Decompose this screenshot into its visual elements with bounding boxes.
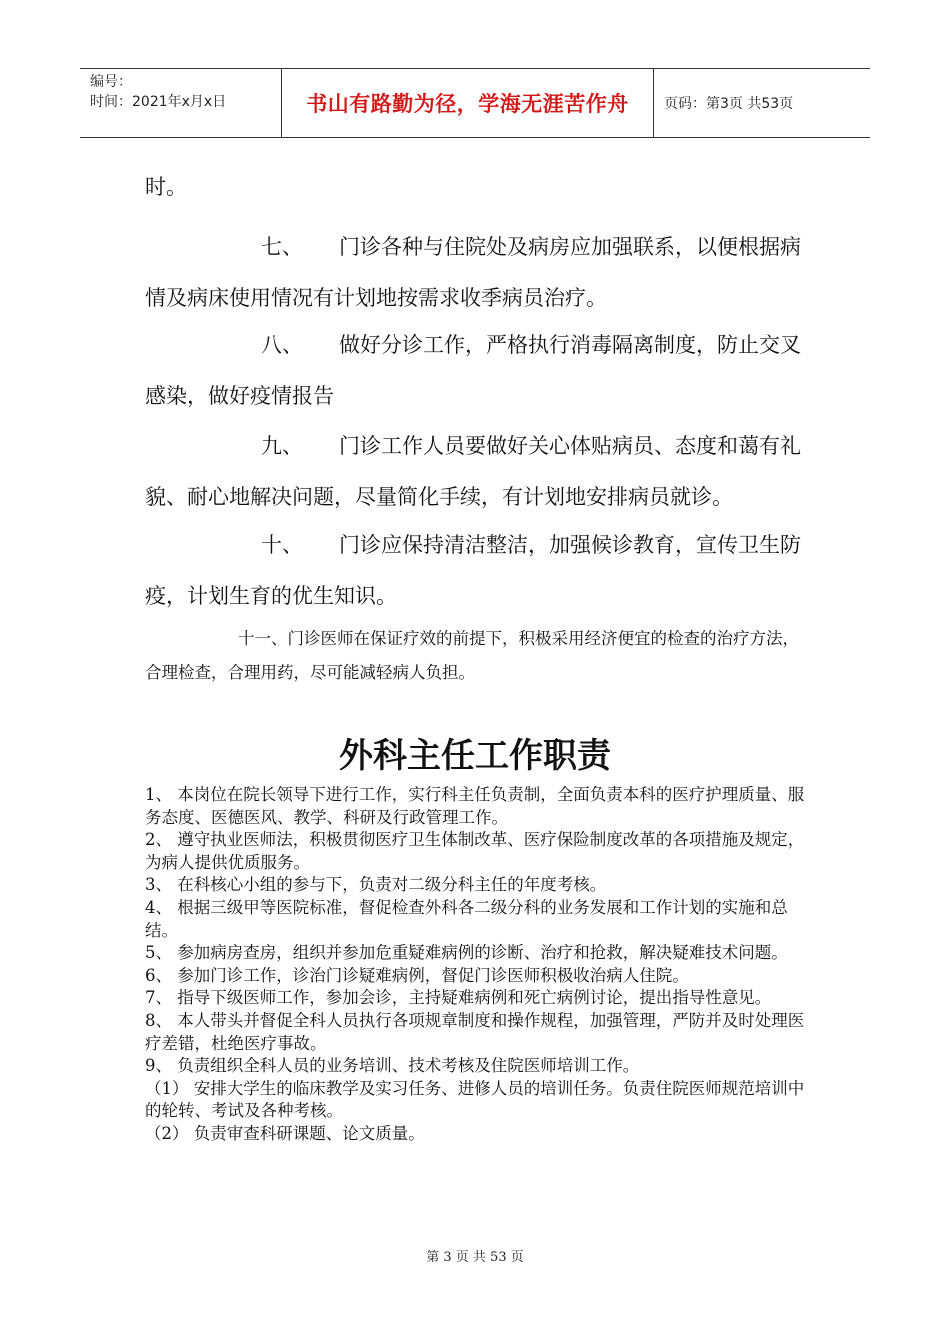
- page-footer: 第 3 页 共 53 页: [426, 1250, 524, 1265]
- duty-list: [145, 784, 809, 1146]
- item-10: [145, 520, 805, 622]
- header-meta: [80, 69, 282, 137]
- number-label: 编号：: [90, 74, 132, 90]
- item-8-number: 八、: [261, 333, 303, 357]
- item-7-number: 七、: [261, 235, 303, 259]
- duty-item-3: 3、 在科核心小组的参与下，负责对二级分科主任的年度考核。: [145, 875, 607, 895]
- duty-subitem-1: （1） 安排大学生的临床教学及实习任务、进修人员的培训任务。负责住院医师规范培训中的轮转、考试及各种考核。: [145, 1078, 805, 1121]
- duty-item-1: 1、 本岗位在院长领导下进行工作，实行科主任负责制，全面负责本科的医疗护理质量、服务态度、医德医风、教学、科研及行政管理工作。: [145, 785, 805, 827]
- date-label: 时间：2021年x月x日: [90, 94, 227, 110]
- duty-item-2: 2、 遵守执业医师法，积极贯彻医疗卫生体制改革、医疗保险制度改革的各项措施及规定，为病人提供优质服务。: [145, 830, 805, 872]
- page-header: [80, 68, 870, 138]
- duty-item-4: 4、 根据三级甲等医院标准，督促检查外科各二级分科的业务发展和工作计划的实施和总结。: [145, 897, 788, 940]
- item-10-number: 十、: [261, 533, 303, 557]
- item-9-number: 九、: [261, 434, 303, 458]
- item-7: [145, 222, 805, 324]
- header-motto: 书山有路勤为径，学海无涯苦作舟: [282, 69, 654, 137]
- item-7-text: 门诊各种与住院处及病房应加强联系，以便根据病情及病床使用情况有计划地按需求收季病员治疗。: [145, 235, 801, 310]
- duty-item-8: 8、 本人带头并督促全科人员执行各项规章制度和操作规程，加强管理，严防并及时处理医疗差错，杜绝医疗事故。: [145, 1010, 805, 1053]
- item-10-text: 门诊应保持清洁整洁，加强候诊教育，宣传卫生防疫，计划生育的优生知识。: [145, 533, 801, 608]
- item-9: [145, 421, 805, 523]
- duty-item-7: 7、 指导下级医师工作，参加会诊，主持疑难病例和死亡病例讨论，提出指导性意见。: [145, 988, 772, 1008]
- duty-subitem-2: （2） 负责审查科研课题、论文质量。: [145, 1123, 425, 1143]
- item-8: [145, 320, 805, 422]
- continuation-text: 时。: [145, 175, 187, 199]
- item-8-text: 做好分诊工作，严格执行消毒隔离制度，防止交叉感染，做好疫情报告: [145, 333, 801, 408]
- duty-item-6: 6、 参加门诊工作，诊治门诊疑难病例，督促门诊医师积极收治病人住院。: [145, 965, 689, 985]
- header-page-info: 页码：第3页 共53页: [664, 96, 794, 112]
- duty-item-9: 9、 负责组织全科人员的业务培训、技术考核及住院医师培训工作。: [145, 1056, 640, 1076]
- duty-item-5: 5、 参加病房查房，组织并参加危重疑难病例的诊断、治疗和抢救，解决疑难技术问题。: [145, 943, 788, 963]
- section-title: 外科主任工作职责: [339, 736, 611, 776]
- item-9-text: 门诊工作人员要做好关心体贴病员、态度和蔼有礼貌、耐心地解决问题，尽量简化手续，有计划地安排病员就诊。: [145, 434, 801, 509]
- item-11: 十一、门诊医师在保证疗效的前提下，积极采用经济便宜的检查的治疗方法，合理检查，合理用药，尽可能减轻病人负担。: [145, 629, 799, 682]
